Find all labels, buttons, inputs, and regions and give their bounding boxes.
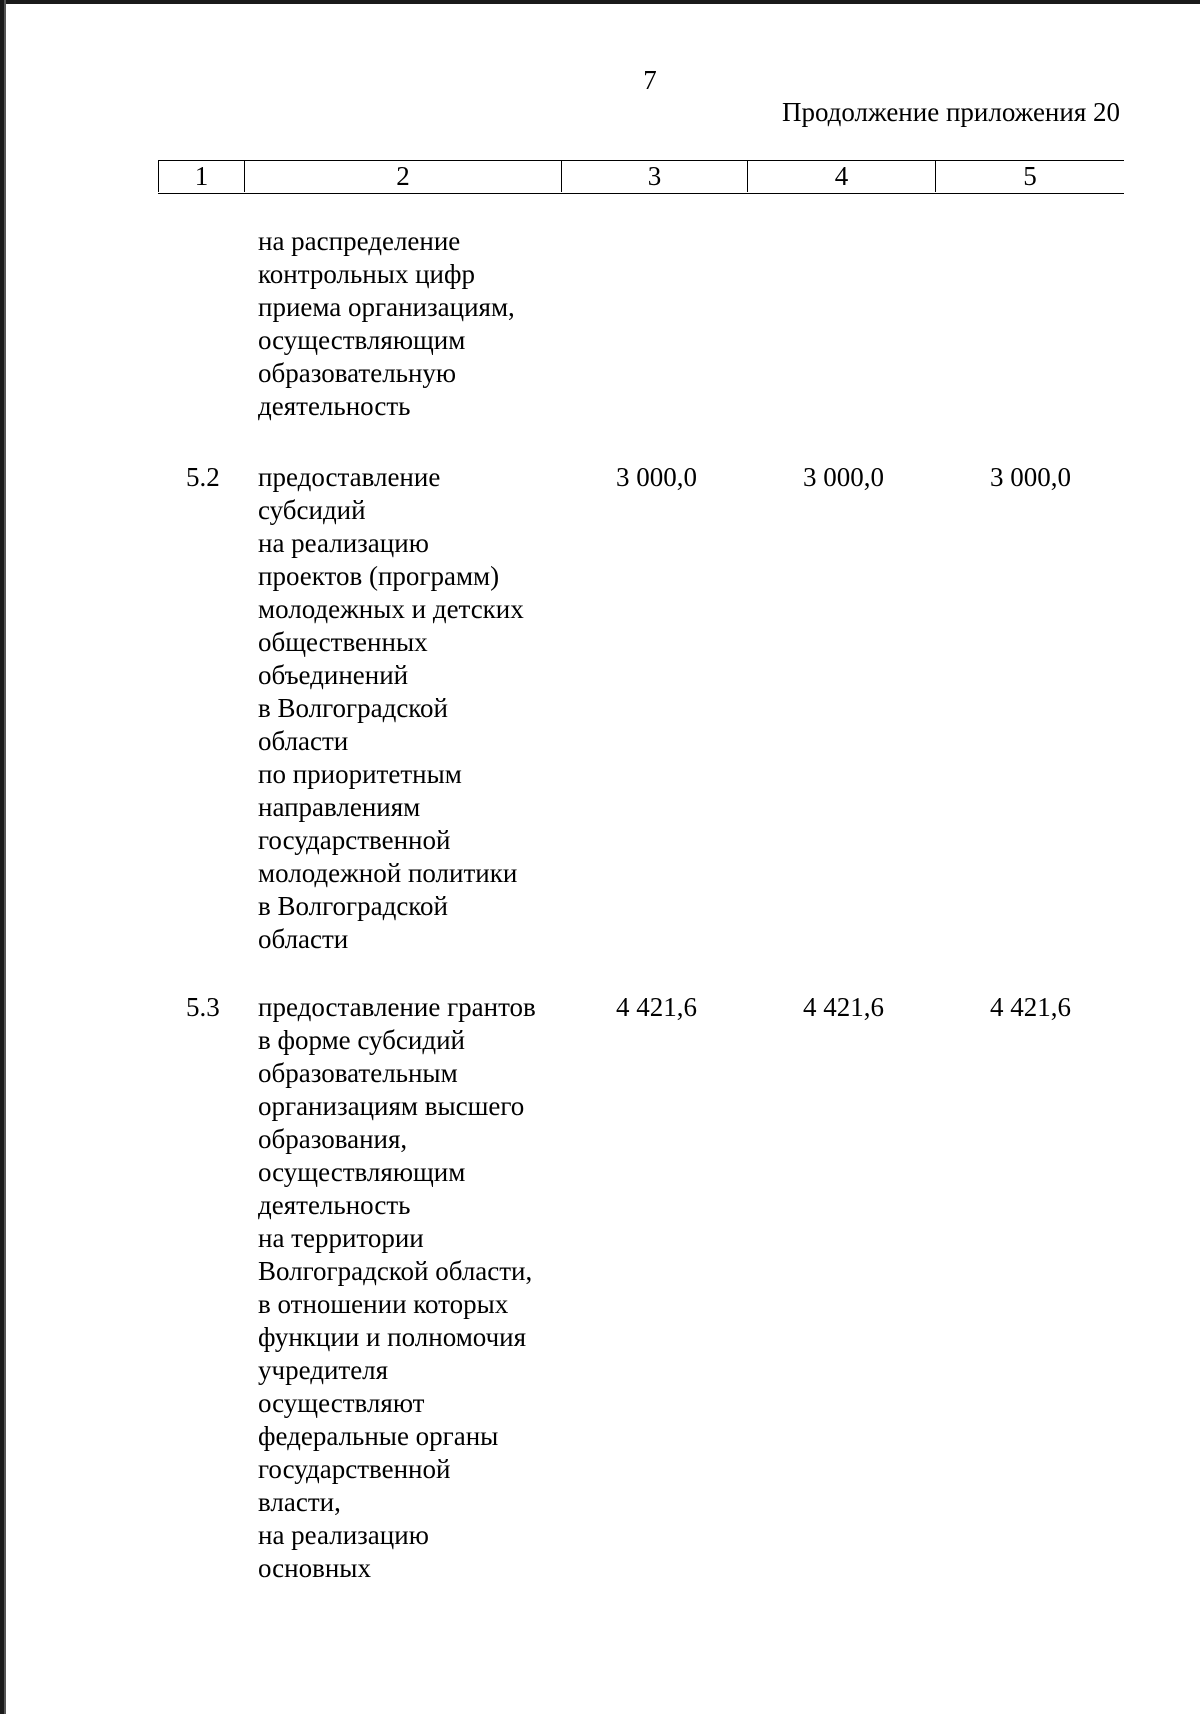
row-5-2-description: предоставление субсидий на реализацию проектов (программ) молодежных и детских общественных объединений в Волгоградской области по приоритетным направлениям государственной молодежной политики в Волгоградской области: [258, 462, 524, 954]
appendix-caption: Продолжение приложения 20: [781, 97, 1120, 127]
row-5-2-number: 5.2: [186, 462, 220, 492]
page-number: 7: [643, 65, 657, 95]
row-5-2-value-col3: 3 000,0: [616, 462, 697, 492]
scan-border-top: [0, 0, 1200, 4]
row-5-3-value-col3: 4 421,6: [616, 992, 697, 1022]
row-5-3-value-col5: 4 421,6: [990, 992, 1071, 1022]
row-5-3-description: предоставление грантов в форме субсидий образовательным организациям высшего образования, осуществляющим деятельность на территории Волгоградской области, в отношении которых функции и полномочия учредителя осуществляют федеральные органы государственной власти, на реализацию основных: [258, 992, 536, 1583]
row-5-2-value-col5: 3 000,0: [990, 462, 1071, 492]
column-header-1: 1: [158, 161, 245, 192]
column-header-2: 2: [245, 161, 562, 192]
column-header-3: 3: [562, 161, 748, 192]
row-5-3-value-col4: 4 421,6: [803, 992, 884, 1022]
table-header-row: [158, 160, 1124, 194]
column-header-4: 4: [748, 161, 936, 192]
row-5-3-number: 5.3: [186, 992, 220, 1022]
row-5-2-value-col4: 3 000,0: [803, 462, 884, 492]
scan-border-left-shadow: [4, 0, 6, 1714]
row-continuation-description: на распределение контрольных цифр приема организациям, осуществляющим образовательную деятельность: [258, 226, 515, 421]
column-header-5: 5: [1023, 161, 1037, 191]
